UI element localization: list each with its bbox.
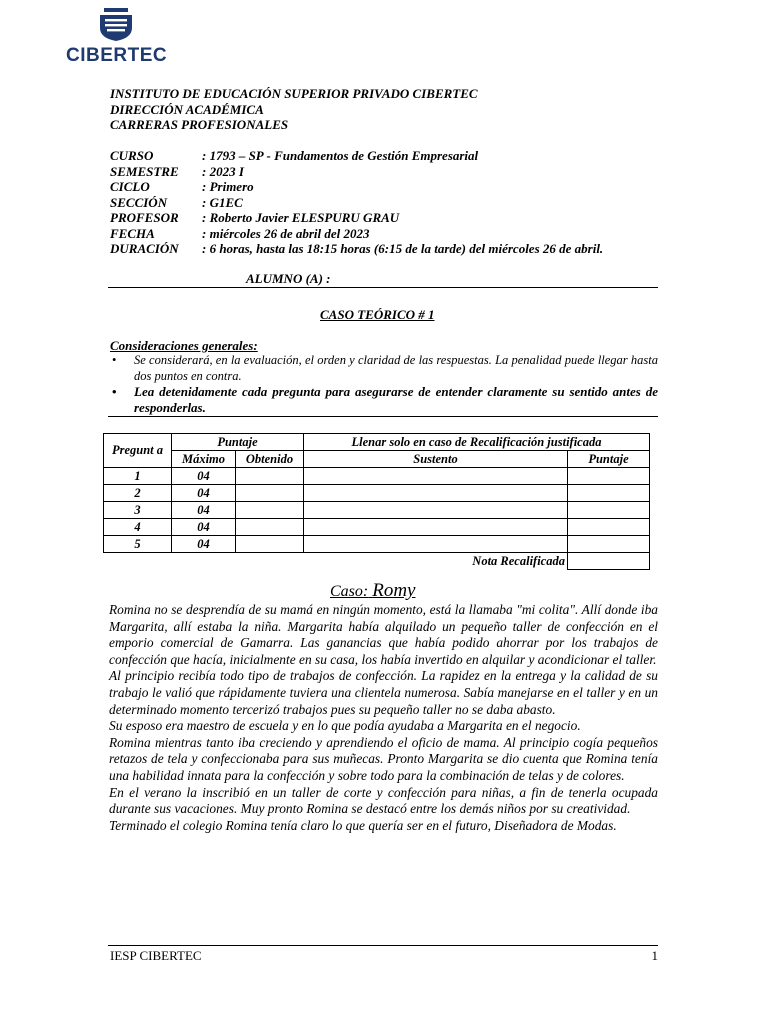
institution-header [110,86,478,133]
cell-obtenido[interactable] [236,519,304,536]
table-row [104,536,650,553]
cell-sustento[interactable] [304,485,568,502]
info-value: : 2023 I [202,163,244,179]
info-row-semestre [110,164,603,180]
header-recalificacion: Llenar solo en caso de Recalificación justificada [304,434,650,451]
divider [108,287,658,288]
divider [108,416,658,417]
cell-maximo: 04 [172,468,236,485]
considerations-title: Consideraciones generales: [110,338,258,353]
logo-text: CIBERTEC [66,45,168,66]
header-pregunta: Pregunt a [104,434,172,468]
cell-nota-recalificada[interactable] [568,553,650,570]
cell-obtenido[interactable] [236,485,304,502]
info-row-ciclo [110,179,603,195]
cell-obtenido[interactable] [236,502,304,519]
exam-title: CASO TEÓRICO # 1 [320,307,435,322]
header-line-2: DIRECCIÓN ACADÉMICA [110,101,264,117]
info-value: : 1793 – SP - Fundamentos de Gestión Empresarial [202,148,479,163]
story-paragraph: Al principio recibía todo tipo de trabajos de confección. La rapidez en la entrega y la calidad de su trabajo le valió que rápidamente tuviera una clientela numerosa. Sabía manejarse en el taller y en un determinado momento tercerizó trabajos pues su pequeño taller no se daba abasto. [109,668,658,717]
course-info [110,148,603,257]
table-header-row [104,434,650,451]
story-paragraph: En el verano la inscribió en un taller de corte y confección para niñas, a fin de tenerla ocupada durante sus vacaciones. Muy pronto Romina se destacó entre los demás niños por su creatividad. [109,784,658,817]
story-paragraph: Romina no se desprendía de su mamá en ningún momento, está la llamaba "mi colita". Allí donde iba Margarita, allí estaba la niña. Margarita había alquilado un pequeño taller de confección en el emporio comercial de Gamarra. Las ganancias que había podido ahorrar por los trabajos de confección que hacía, inicialmente en su casa, los había invertido en alquilar y acondicionar el taller. [109,602,658,667]
grading-table [103,433,650,570]
table-row [104,468,650,485]
info-label: SEMESTRE [110,163,179,179]
header-sustento: Sustento [304,451,568,468]
story-paragraph: Romina mientras tanto iba creciendo y aprendiendo el oficio de mama. Al principio cogía pequeños retazos de tela y confeccionaba para sus muñecas. Pronto Margarita se dio cuenta que Romina tenía una habilidad innata para la confección y sobre todo para la combinación de telas y de colores. [109,734,658,783]
cell-puntaje[interactable] [568,468,650,485]
page-number: 1 [651,948,658,963]
table-row-nota [104,553,650,570]
consideration-item: • Se considerará, en la evaluación, el orden y claridad de las respuestas. La penalidad puede llegar hasta dos puntos en contra. [110,353,658,384]
info-label: CICLO [110,179,150,194]
student-name-field[interactable]: ALUMNO (A) : [246,271,331,286]
considerations [110,338,658,415]
info-label: FECHA [110,225,155,241]
info-row-duracion [110,241,603,257]
info-value: : 6 horas, hasta las 18:15 horas (6:15 de la tarde) del miércoles 26 de abril. [202,241,604,256]
table-subheader-row [104,451,650,468]
story-paragraph: Terminado el colegio Romina tenía claro lo que quería ser en el futuro, Diseñadora de Modas. [109,817,617,833]
info-label: DURACIÓN [110,241,179,256]
header-line-3: CARRERAS PROFESIONALES [110,117,289,132]
cell-maximo: 04 [172,519,236,536]
info-label: SECCIÓN [110,194,168,210]
cell-sustento[interactable] [304,502,568,519]
case-name: Romy [372,580,416,601]
cell-maximo: 04 [172,502,236,519]
nota-recalificada-label: Nota Recalificada [472,553,565,568]
cell-pregunta: 4 [104,519,172,536]
header-puntaje: Puntaje [172,434,304,451]
story-paragraph: Su esposo era maestro de escuela y en lo que podía ayudaba a Margarita en el negocio. [109,718,581,734]
shield-icon [96,8,136,42]
cell-obtenido[interactable] [236,536,304,553]
case-prefix: Caso: [330,583,369,600]
info-label: CURSO [110,148,154,163]
table-row [104,519,650,536]
info-row-curso [110,148,603,164]
header-line-1: INSTITUTO DE EDUCACIÓN SUPERIOR PRIVADO CIBERTEC [110,86,478,101]
info-row-seccion [110,195,603,211]
case-heading [330,580,416,602]
table-row [104,485,650,502]
footer-institution: IESP CIBERTEC [110,948,202,963]
cell-pregunta: 5 [104,536,172,553]
cell-maximo: 04 [172,485,236,502]
info-row-profesor [110,210,603,226]
header-puntaje-recal: Puntaje [568,451,650,468]
table-row [104,502,650,519]
cell-obtenido[interactable] [236,468,304,485]
info-row-fecha [110,226,603,242]
cell-puntaje[interactable] [568,502,650,519]
cell-sustento[interactable] [304,468,568,485]
cell-pregunta: 2 [104,485,172,502]
header-maximo: Máximo [172,451,236,468]
cell-pregunta: 1 [104,468,172,485]
cell-pregunta: 3 [104,502,172,519]
considerations-list [110,353,658,415]
consideration-item: • Lea detenidamente cada pregunta para asegurarse de entender claramente su sentido antes de responderlas. [110,384,658,415]
info-value: : G1EC [202,194,243,210]
case-story [109,602,658,834]
cell-puntaje[interactable] [568,519,650,536]
cibertec-logo [66,8,166,66]
cell-sustento[interactable] [304,519,568,536]
footer-divider [108,945,658,946]
info-value: : miércoles 26 de abril del 2023 [202,225,370,241]
info-value: : Roberto Javier ELESPURU GRAU [202,210,400,225]
info-value: : Primero [202,179,254,194]
header-obtenido: Obtenido [236,451,304,468]
cell-puntaje[interactable] [568,536,650,553]
info-label: PROFESOR [110,210,179,225]
cell-puntaje[interactable] [568,485,650,502]
cell-sustento[interactable] [304,536,568,553]
cell-maximo: 04 [172,536,236,553]
